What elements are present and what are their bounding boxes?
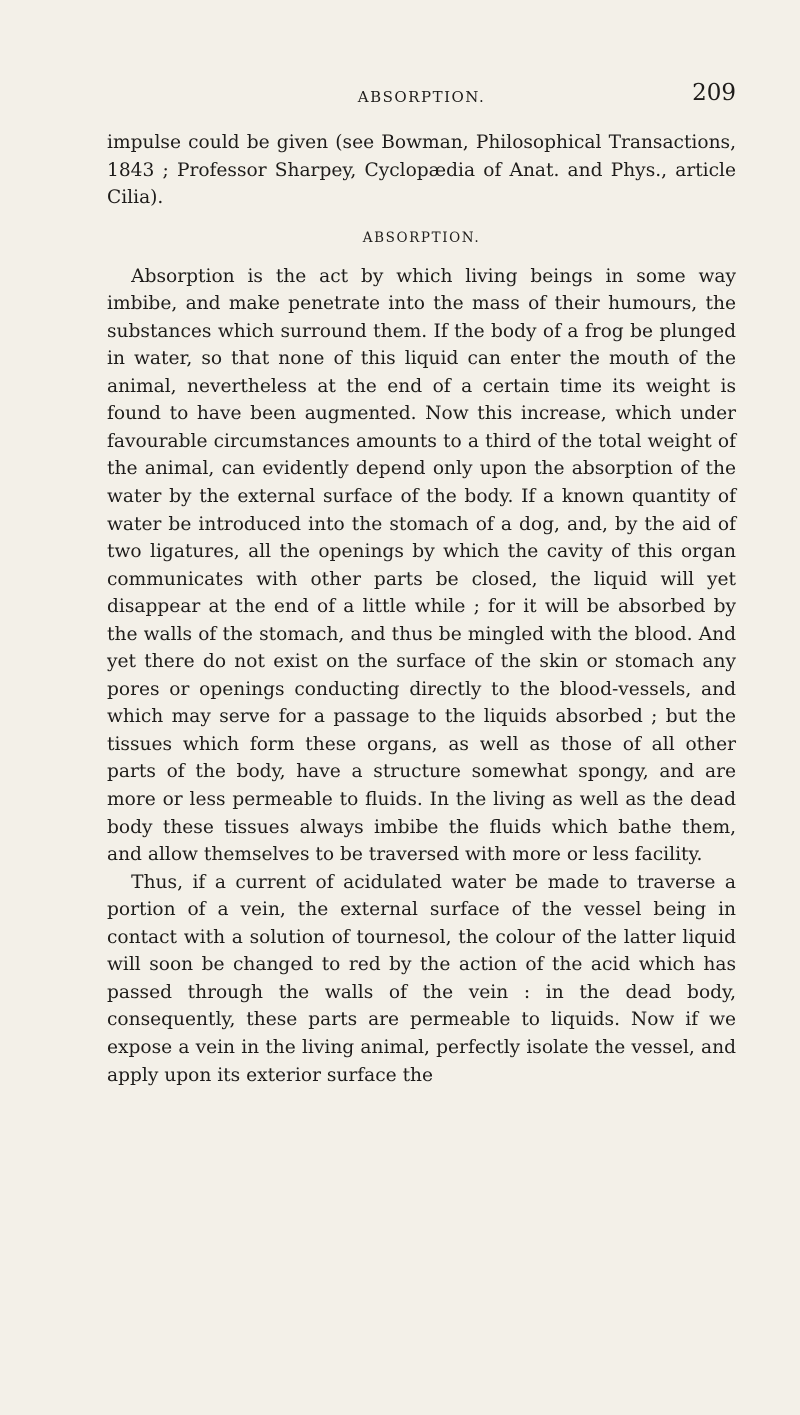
- paragraph-vein-experiment: Thus, if a current of acidulated water be made to traverse a portion of a vein, the external surface of the vessel being in contact with a solution of tournesol, the colour of the latter liquid will soon be changed to red by the action of the acid which has passed through the walls of the vein : in the dead body, consequently, these parts are permeable to liquids. Now if we expose a vein in the living animal, perfectly isolate the vessel, and apply upon its exterior surface the: [107, 871, 736, 1086]
- running-head: [107, 80, 736, 110]
- paragraph-absorption-definition: Absorption is the act by which living beings in some way imbibe, and make penetrate into the mass of their humours, the substances which surround them. If the body of a frog be plunged in water, so that none of this liquid can enter the mouth of the animal, nevertheless at the end of a certain time its weight is found to have been augmented. Now this increase, which under favourable circumstances amounts to a third of the total weight of the animal, can evidently depend only upon the absorption of the water by the external surface of the body. If a known quantity of water be introduced into the stomach of a dog, and, by the aid of two ligatures, all the openings by which the cavity of this organ communicates with other parts be closed, the liquid will yet disappear at the end of a little while ; for it will be absorbed by the walls of the stomach, and thus be mingled with the blood. And yet there do not exist on the surface of the skin or stomach any pores or openings conducting directly to the blood-vessels, and which may serve for a passage to the liquids absorbed ; but the tissues which form these organs, as well as those of all other parts of the body, have a structure somewhat spongy, and are more or less permeable to fluids. In the living as well as the dead body these tissues always imbibe the fluids which bathe them, and allow themselves to be traversed with more or less facility.: [107, 265, 736, 866]
- continuation-paragraph: impulse could be given (see Bowman, Philosophical Transactions, 1843 ; Professor Sharpey, Cyclopædia of Anat. and Phys., article Cilia).: [107, 132, 736, 209]
- running-title: ABSORPTION.: [357, 88, 486, 106]
- section-heading: ABSORPTION.: [362, 229, 481, 246]
- page-number: 209: [692, 80, 736, 106]
- body-text: [107, 129, 736, 1089]
